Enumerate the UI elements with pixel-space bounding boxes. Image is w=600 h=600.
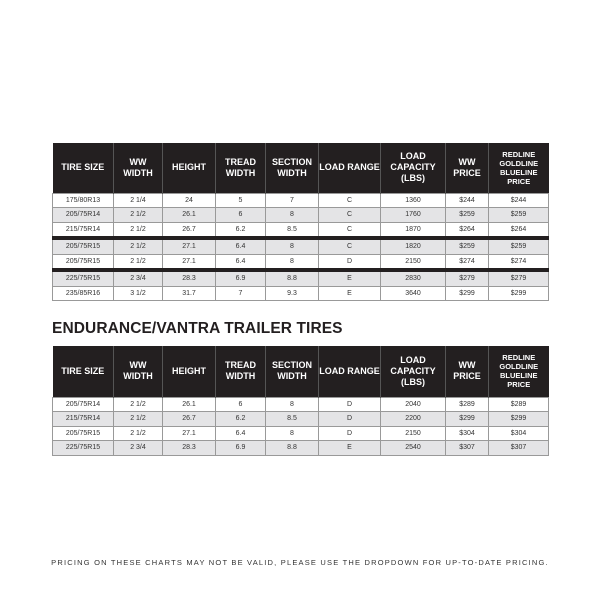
cell-ww-price: $259 xyxy=(446,208,489,223)
col-section-width: SECTION WIDTH xyxy=(266,143,319,193)
col-height: HEIGHT xyxy=(163,143,216,193)
cell-ww-width: 2 1/2 xyxy=(114,208,163,223)
cell-ww-width: 2 1/2 xyxy=(114,412,163,427)
col-height: HEIGHT xyxy=(163,346,216,397)
table-header-row xyxy=(53,346,549,397)
cell-color-line-price: $274 xyxy=(489,254,549,270)
cell-tread-width: 5 xyxy=(216,193,266,208)
cell-color-line-price: $264 xyxy=(489,222,549,238)
col-tire-size: TIRE SIZE xyxy=(53,346,114,397)
cell-section-width: 8.8 xyxy=(266,270,319,286)
cell-tread-width: 6.9 xyxy=(216,270,266,286)
cell-color-line-price: $307 xyxy=(489,441,549,456)
table1-body xyxy=(53,193,549,301)
cell-load-capacity: 1870 xyxy=(381,222,446,238)
cell-color-line-price: $244 xyxy=(489,193,549,208)
cell-ww-price: $244 xyxy=(446,193,489,208)
cell-section-width: 9.3 xyxy=(266,286,319,301)
cell-load-capacity: 2150 xyxy=(381,254,446,270)
cell-height: 27.1 xyxy=(163,426,216,441)
cell-load-range: E xyxy=(319,286,381,301)
cell-section-width: 8 xyxy=(266,397,319,412)
cell-height: 26.7 xyxy=(163,222,216,238)
tire-pricing-table xyxy=(52,143,549,301)
cell-tread-width: 7 xyxy=(216,286,266,301)
cell-load-capacity: 1760 xyxy=(381,208,446,223)
cell-load-range: E xyxy=(319,270,381,286)
cell-section-width: 7 xyxy=(266,193,319,208)
cell-tread-width: 6 xyxy=(216,208,266,223)
cell-ww-price: $299 xyxy=(446,412,489,427)
cell-ww-width: 3 1/2 xyxy=(114,286,163,301)
table-row xyxy=(53,208,549,223)
cell-ww-price: $304 xyxy=(446,426,489,441)
cell-height: 27.1 xyxy=(163,254,216,270)
table-row xyxy=(53,441,549,456)
cell-color-line-price: $289 xyxy=(489,397,549,412)
col-tread-width: TREAD WIDTH xyxy=(216,143,266,193)
cell-load-range: D xyxy=(319,426,381,441)
col-color-line-price: REDLINE GOLDLINE BLUELINE PRICE xyxy=(489,346,549,397)
col-tread-width: TREAD WIDTH xyxy=(216,346,266,397)
cell-load-capacity: 2540 xyxy=(381,441,446,456)
cell-ww-price: $279 xyxy=(446,270,489,286)
cell-ww-price: $289 xyxy=(446,397,489,412)
cell-load-capacity: 1360 xyxy=(381,193,446,208)
cell-load-range: D xyxy=(319,412,381,427)
cell-tire-size: 225/75R15 xyxy=(53,270,114,286)
cell-ww-price: $264 xyxy=(446,222,489,238)
table-row xyxy=(53,270,549,286)
cell-section-width: 8 xyxy=(266,254,319,270)
col-ww-price: WW PRICE xyxy=(446,143,489,193)
col-load-range: LOAD RANGE xyxy=(319,346,381,397)
cell-tire-size: 215/75R14 xyxy=(53,222,114,238)
endurance-vantra-table xyxy=(52,346,549,456)
section-title: ENDURANCE/VANTRA TRAILER TIRES xyxy=(52,320,343,337)
cell-height: 24 xyxy=(163,193,216,208)
cell-height: 28.3 xyxy=(163,270,216,286)
cell-section-width: 8.5 xyxy=(266,222,319,238)
cell-height: 26.1 xyxy=(163,208,216,223)
cell-height: 28.3 xyxy=(163,441,216,456)
col-color-line-price: REDLINE GOLDLINE BLUELINE PRICE xyxy=(489,143,549,193)
cell-load-range: D xyxy=(319,254,381,270)
cell-ww-price: $259 xyxy=(446,238,489,254)
cell-section-width: 8.5 xyxy=(266,412,319,427)
cell-tread-width: 6.2 xyxy=(216,412,266,427)
cell-tread-width: 6.4 xyxy=(216,238,266,254)
cell-section-width: 8.8 xyxy=(266,441,319,456)
cell-color-line-price: $259 xyxy=(489,238,549,254)
col-section-width: SECTION WIDTH xyxy=(266,346,319,397)
table-row xyxy=(53,193,549,208)
cell-tire-size: 225/75R15 xyxy=(53,441,114,456)
cell-ww-width: 2 1/2 xyxy=(114,254,163,270)
cell-tire-size: 205/75R15 xyxy=(53,254,114,270)
table2-body xyxy=(53,397,549,455)
cell-load-capacity: 2830 xyxy=(381,270,446,286)
col-load-capacity: LOAD CAPACITY (LBS) xyxy=(381,346,446,397)
col-load-capacity: LOAD CAPACITY (LBS) xyxy=(381,143,446,193)
cell-ww-width: 2 1/2 xyxy=(114,238,163,254)
table-row xyxy=(53,397,549,412)
cell-tire-size: 235/85R16 xyxy=(53,286,114,301)
cell-color-line-price: $299 xyxy=(489,412,549,427)
cell-load-range: C xyxy=(319,222,381,238)
cell-section-width: 8 xyxy=(266,208,319,223)
col-ww-width: WW WIDTH xyxy=(114,346,163,397)
table-row xyxy=(53,426,549,441)
col-load-range: LOAD RANGE xyxy=(319,143,381,193)
cell-load-range: C xyxy=(319,208,381,223)
cell-section-width: 8 xyxy=(266,238,319,254)
table-header-row xyxy=(53,143,549,193)
pricing-disclaimer: PRICING ON THESE CHARTS MAY NOT BE VALID, PLEASE USE THE DROPDOWN FOR UP-TO-DATE PRICING. xyxy=(51,558,549,567)
cell-tread-width: 6.4 xyxy=(216,254,266,270)
cell-ww-price: $307 xyxy=(446,441,489,456)
col-ww-price: WW PRICE xyxy=(446,346,489,397)
table-row xyxy=(53,286,549,301)
cell-tire-size: 175/80R13 xyxy=(53,193,114,208)
cell-load-range: C xyxy=(319,238,381,254)
cell-color-line-price: $279 xyxy=(489,270,549,286)
cell-tire-size: 205/75R14 xyxy=(53,208,114,223)
table-row xyxy=(53,254,549,270)
cell-tire-size: 205/75R14 xyxy=(53,397,114,412)
cell-height: 26.7 xyxy=(163,412,216,427)
cell-load-capacity: 2150 xyxy=(381,426,446,441)
cell-ww-width: 2 3/4 xyxy=(114,441,163,456)
cell-load-capacity: 1820 xyxy=(381,238,446,254)
cell-tread-width: 6 xyxy=(216,397,266,412)
cell-color-line-price: $299 xyxy=(489,286,549,301)
cell-color-line-price: $259 xyxy=(489,208,549,223)
cell-load-range: C xyxy=(319,193,381,208)
cell-height: 27.1 xyxy=(163,238,216,254)
cell-tire-size: 205/75R15 xyxy=(53,426,114,441)
table-row xyxy=(53,238,549,254)
cell-ww-width: 2 1/2 xyxy=(114,222,163,238)
cell-tread-width: 6.9 xyxy=(216,441,266,456)
col-ww-width: WW WIDTH xyxy=(114,143,163,193)
cell-tread-width: 6.4 xyxy=(216,426,266,441)
cell-ww-price: $274 xyxy=(446,254,489,270)
cell-ww-width: 2 1/2 xyxy=(114,397,163,412)
cell-load-capacity: 2040 xyxy=(381,397,446,412)
cell-tire-size: 215/75R14 xyxy=(53,412,114,427)
col-tire-size: TIRE SIZE xyxy=(53,143,114,193)
cell-load-range: D xyxy=(319,397,381,412)
cell-load-capacity: 2200 xyxy=(381,412,446,427)
cell-tread-width: 6.2 xyxy=(216,222,266,238)
cell-ww-width: 2 1/4 xyxy=(114,193,163,208)
table-row xyxy=(53,222,549,238)
cell-load-capacity: 3640 xyxy=(381,286,446,301)
cell-tire-size: 205/75R15 xyxy=(53,238,114,254)
table-row xyxy=(53,412,549,427)
cell-ww-price: $299 xyxy=(446,286,489,301)
cell-color-line-price: $304 xyxy=(489,426,549,441)
cell-ww-width: 2 1/2 xyxy=(114,426,163,441)
cell-load-range: E xyxy=(319,441,381,456)
cell-ww-width: 2 3/4 xyxy=(114,270,163,286)
cell-section-width: 8 xyxy=(266,426,319,441)
cell-height: 31.7 xyxy=(163,286,216,301)
cell-height: 26.1 xyxy=(163,397,216,412)
